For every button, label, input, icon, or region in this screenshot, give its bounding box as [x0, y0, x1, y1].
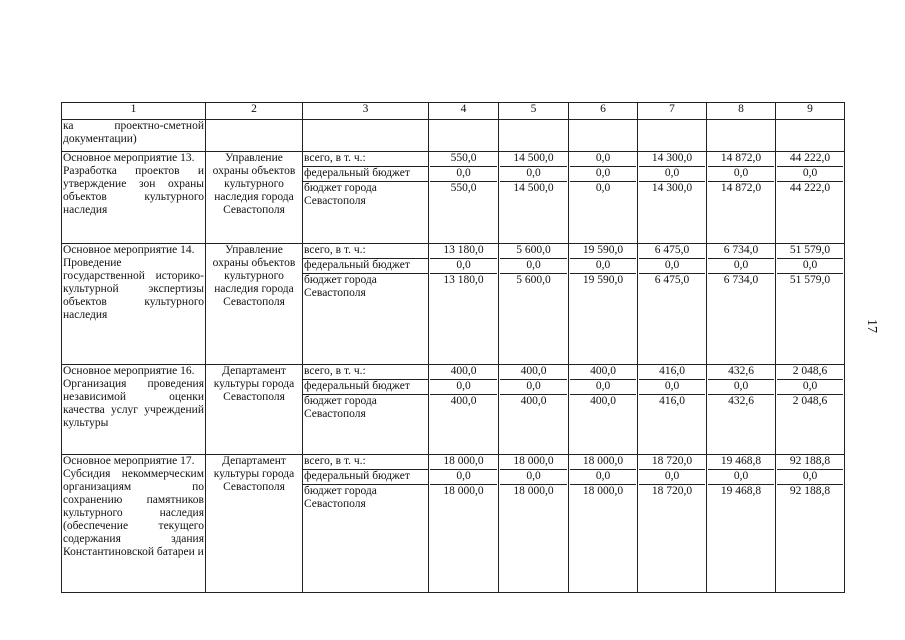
- value: 92 188,8: [789, 485, 831, 497]
- value-cell: [569, 244, 638, 365]
- value: 0,0: [500, 470, 567, 485]
- value-cell: [776, 365, 845, 455]
- value: 6 475,0: [639, 244, 705, 259]
- value: 0,0: [570, 470, 636, 485]
- funding-source-cell: [303, 365, 429, 455]
- header-cell: 1: [62, 103, 206, 120]
- funding-source: бюджет города Севастополя: [304, 485, 377, 510]
- value: 400,0: [570, 365, 636, 380]
- table-row: [62, 365, 845, 455]
- value: 0,0: [708, 259, 774, 274]
- value: 14 872,0: [708, 152, 774, 167]
- value-cell: [776, 152, 845, 244]
- value: 0,0: [430, 259, 497, 274]
- budget-table: [61, 102, 845, 593]
- header-cell: 8: [707, 103, 776, 120]
- value: 0,0: [639, 167, 705, 182]
- value: 0,0: [777, 167, 843, 182]
- value: 0,0: [570, 259, 636, 274]
- executor-cell: Управление охраны объектов культурного наследия города Севастополя: [206, 152, 303, 244]
- value-cell: [429, 152, 499, 244]
- value: 0,0: [430, 167, 497, 182]
- value-cell: [569, 365, 638, 455]
- value: 0,0: [777, 470, 843, 485]
- value: 6 734,0: [708, 244, 774, 259]
- header-cell: 6: [569, 103, 638, 120]
- funding-source: федеральный бюджет: [303, 167, 428, 182]
- executor-cell: Департамент культуры города Севастополя: [206, 455, 303, 593]
- value-cell: [638, 455, 707, 593]
- value: 13 180,0: [430, 244, 497, 259]
- value: 5 600,0: [516, 274, 551, 286]
- value: 0,0: [639, 470, 705, 485]
- value-cell: [707, 152, 776, 244]
- value: 6 734,0: [723, 274, 759, 286]
- value-cell: [429, 244, 499, 365]
- activity-text: Субсидия некоммерческим организациям по сохранению памятников культурного наследия (обеспечение текущего содержания здания Константиновской батареи и: [63, 468, 204, 558]
- activity-text: Основное мероприятие 16.: [63, 365, 195, 377]
- funding-source: бюджет города Севастополя: [304, 274, 377, 299]
- value: 400,0: [500, 365, 567, 380]
- value: 18 720,0: [639, 455, 705, 470]
- value: 13 180,0: [443, 274, 484, 286]
- funding-source: федеральный бюджет: [303, 380, 428, 395]
- value-cell: [707, 365, 776, 455]
- activity-text: Разработка проектов и утверждение зон охраны объектов культурного наследия: [63, 165, 204, 216]
- value: 400,0: [430, 365, 497, 380]
- value: 550,0: [430, 152, 497, 167]
- value: 2 048,6: [792, 395, 828, 407]
- value: 0,0: [500, 380, 567, 395]
- funding-source: всего, в т. ч.:: [303, 365, 428, 380]
- activity-cell: [62, 365, 206, 455]
- value: 14 300,0: [639, 152, 705, 167]
- value: 432,6: [728, 395, 754, 407]
- value: 44 222,0: [789, 182, 831, 194]
- value: 0,0: [595, 182, 611, 194]
- value-cell: [638, 244, 707, 365]
- activity-cell: [62, 455, 206, 593]
- value-cell: [707, 244, 776, 365]
- value-cell: [499, 455, 569, 593]
- value-cell: [499, 365, 569, 455]
- value: 0,0: [777, 259, 843, 274]
- continuation-row: [62, 120, 845, 152]
- value: 19 468,8: [708, 455, 774, 470]
- value: 0,0: [500, 259, 567, 274]
- activity-cell: [62, 152, 206, 244]
- value: 18 720,0: [651, 485, 693, 497]
- value: 0,0: [708, 470, 774, 485]
- activity-text: Основное мероприятие 14.: [63, 244, 195, 256]
- activity-text: Проведение государственной историко-культурной экспертизы объектов культурного наследия: [63, 257, 204, 321]
- value: 51 579,0: [777, 244, 843, 259]
- value: 0,0: [570, 167, 636, 182]
- value: 0,0: [430, 470, 497, 485]
- continuation-text: ка проектно-сметной документации): [62, 120, 206, 152]
- value: 0,0: [777, 380, 843, 395]
- funding-source-cell: [303, 152, 429, 244]
- value-cell: [569, 455, 638, 593]
- value: 0,0: [500, 167, 567, 182]
- funding-source-cell: [303, 455, 429, 593]
- value: 400,0: [520, 395, 547, 407]
- header-cell: 9: [776, 103, 845, 120]
- header-cell: 5: [499, 103, 569, 120]
- value: 51 579,0: [789, 274, 831, 286]
- value: 416,0: [639, 365, 705, 380]
- funding-source: всего, в т. ч.:: [303, 152, 428, 167]
- header-cell: 2: [206, 103, 303, 120]
- value: 0,0: [708, 380, 774, 395]
- value-cell: [569, 152, 638, 244]
- value: 432,6: [708, 365, 774, 380]
- value: 18 000,0: [500, 455, 567, 470]
- table-row: [62, 244, 845, 365]
- value: 0,0: [639, 259, 705, 274]
- value: 0,0: [430, 380, 497, 395]
- value-cell: [429, 365, 499, 455]
- value: 18 000,0: [430, 455, 497, 470]
- value: 18 000,0: [443, 485, 484, 497]
- value: 0,0: [708, 167, 774, 182]
- value-cell: [776, 455, 845, 593]
- executor-cell: Департамент культуры города Севастополя: [206, 365, 303, 455]
- value: 19 590,0: [582, 274, 624, 286]
- value: 14 500,0: [500, 152, 567, 167]
- page-number: 17: [864, 319, 879, 333]
- value: 44 222,0: [777, 152, 843, 167]
- value: 14 872,0: [720, 182, 762, 194]
- value-cell: [776, 244, 845, 365]
- value-cell: [638, 365, 707, 455]
- value: 400,0: [590, 395, 616, 407]
- funding-source: бюджет города Севастополя: [304, 182, 377, 207]
- activity-text: Основное мероприятие 17.: [63, 455, 195, 467]
- value: 19 590,0: [570, 244, 636, 259]
- value: 19 468,8: [720, 485, 762, 497]
- value: 0,0: [570, 380, 636, 395]
- value: 416,0: [659, 395, 685, 407]
- executor-cell: Управление охраны объектов культурного наследия города Севастополя: [206, 244, 303, 365]
- value: 18 000,0: [570, 455, 636, 470]
- funding-source: всего, в т. ч.:: [303, 455, 428, 470]
- value-cell: [707, 455, 776, 593]
- header-cell: 4: [429, 103, 499, 120]
- value-cell: [499, 152, 569, 244]
- value-cell: [429, 455, 499, 593]
- activity-text: Организация проведения независимой оценки качества услуг учреждений культуры: [63, 378, 204, 429]
- funding-source: федеральный бюджет: [303, 470, 428, 485]
- funding-source: бюджет города Севастополя: [304, 395, 377, 420]
- header-cell: 3: [303, 103, 429, 120]
- value: 2 048,6: [777, 365, 843, 380]
- funding-source-cell: [303, 244, 429, 365]
- table-body: [62, 152, 845, 593]
- table-row: [62, 455, 845, 593]
- value-cell: [499, 244, 569, 365]
- funding-source: всего, в т. ч.:: [303, 244, 428, 259]
- header-row: [62, 103, 845, 120]
- value: 550,0: [450, 182, 477, 194]
- value: 6 475,0: [654, 274, 690, 286]
- funding-source: федеральный бюджет: [303, 259, 428, 274]
- table-row: [62, 152, 845, 244]
- value: 0,0: [639, 380, 705, 395]
- value: 0,0: [570, 152, 636, 167]
- value: 92 188,8: [777, 455, 843, 470]
- value: 18 000,0: [582, 485, 624, 497]
- activity-text: Основное мероприятие 13.: [63, 152, 195, 164]
- value-cell: [638, 152, 707, 244]
- header-cell: 7: [638, 103, 707, 120]
- value: 5 600,0: [500, 244, 567, 259]
- value: 400,0: [450, 395, 477, 407]
- activity-cell: [62, 244, 206, 365]
- value: 14 500,0: [513, 182, 554, 194]
- value: 14 300,0: [651, 182, 693, 194]
- value: 18 000,0: [513, 485, 554, 497]
